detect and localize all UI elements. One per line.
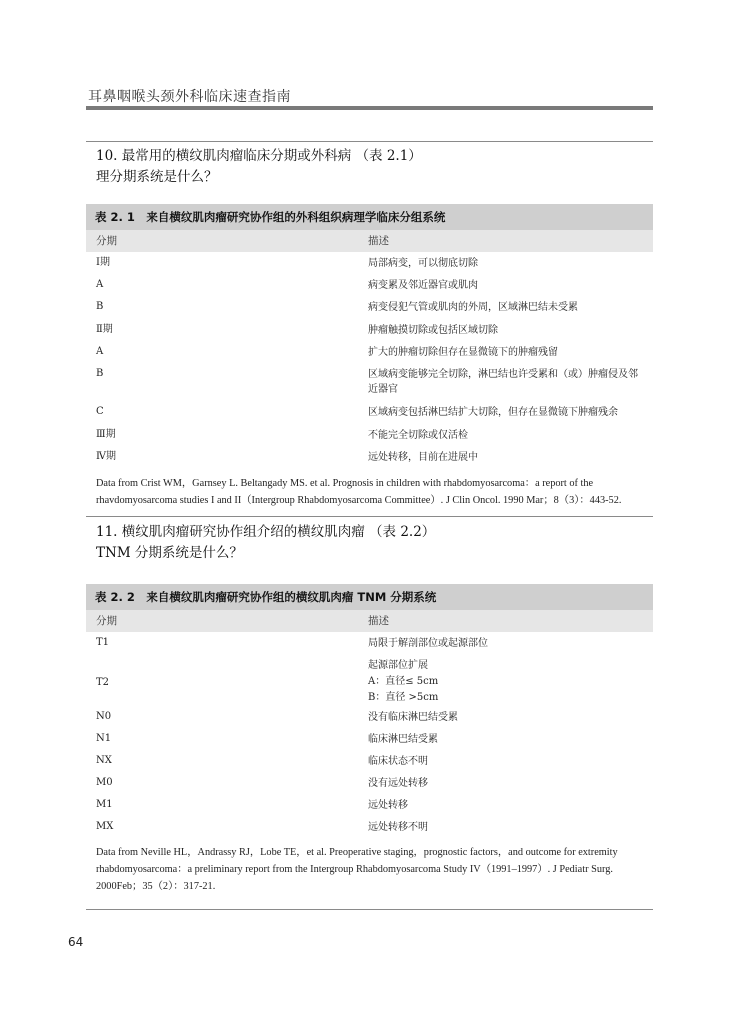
stage-cell: Ⅳ期 bbox=[96, 451, 116, 462]
table-2-1-column-header bbox=[86, 230, 653, 252]
question-11 bbox=[96, 522, 435, 564]
description-cell: 没有临床淋巴结受累 bbox=[368, 712, 458, 723]
stage-cell: N1 bbox=[96, 733, 112, 744]
table-2-2-column-header bbox=[86, 610, 653, 632]
stage-cell: Ⅱ期 bbox=[96, 324, 113, 335]
question-10-line-2: 理分期系统是什么？ bbox=[96, 169, 218, 185]
stage-cell: Ⅰ期 bbox=[96, 257, 110, 268]
stage-cell: M0 bbox=[96, 777, 113, 788]
description-cell: 局部病变，可以彻底切除 bbox=[368, 258, 478, 269]
table-row bbox=[86, 636, 653, 658]
table-row bbox=[86, 256, 653, 278]
stage-cell: B bbox=[96, 301, 104, 312]
table-row bbox=[86, 754, 653, 776]
stage-cell: NX bbox=[96, 755, 112, 766]
table-row bbox=[86, 710, 653, 732]
stage-cell: MX bbox=[96, 821, 114, 832]
stage-cell: A bbox=[96, 346, 104, 357]
stage-cell: T2 bbox=[96, 677, 110, 688]
table-2-1 bbox=[86, 204, 653, 509]
description-cell bbox=[368, 658, 648, 706]
description-cell: 病变侵犯气管或肌肉的外周，区域淋巴结未受累 bbox=[368, 302, 578, 313]
table-2-2-source-note: Data from Neville HL，Andrassy RJ，Lobe TE，et al. Preoperative staging，prognostic factors，and outcome for extremity rhabdomyosarcoma：a preliminary report from the Intergroup Rhabdomyosarcoma Study IV（1991–1997）. J Pediatr Surg. 2000Feb；35（2）：317-21. bbox=[96, 847, 618, 892]
description-cell: 扩大的肿瘤切除但存在显微镜下的肿瘤残留 bbox=[368, 347, 558, 358]
table-row bbox=[86, 776, 653, 798]
table-row bbox=[86, 798, 653, 820]
description-cell: 没有远处转移 bbox=[368, 778, 428, 789]
section-divider bbox=[86, 909, 653, 910]
table-row bbox=[86, 323, 653, 345]
description-cell: 病变累及邻近器官或肌肉 bbox=[368, 280, 478, 291]
question-11-line-1: 11. 横纹肌肉瘤研究协作组介绍的横纹肌肉瘤 （表 2.2） bbox=[96, 524, 436, 540]
section-divider bbox=[86, 516, 653, 517]
table-2-1-caption: 表 2. 1 来自横纹肌肉瘤研究协作组的外科组织病理学临床分组系统 bbox=[86, 204, 653, 230]
table-row bbox=[86, 450, 653, 469]
table-2-2 bbox=[86, 584, 653, 895]
running-header-title: 耳鼻咽喉头颈外科临床速查指南 bbox=[88, 89, 291, 105]
description-cell: 肿瘤触摸切除或包括区域切除 bbox=[368, 325, 498, 336]
stage-cell: Ⅲ期 bbox=[96, 429, 116, 440]
table-row bbox=[86, 345, 653, 367]
table-row bbox=[86, 278, 653, 300]
description-line: 起源部位扩展 bbox=[368, 660, 428, 671]
column-header-description: 描述 bbox=[368, 615, 389, 627]
question-10-line-1: 10. 最常用的横纹肌肉瘤临床分期或外科病 （表 2.1） bbox=[96, 148, 422, 164]
stage-cell: B bbox=[96, 368, 104, 379]
table-row bbox=[86, 732, 653, 754]
table-row bbox=[86, 405, 653, 428]
column-header-stage: 分期 bbox=[96, 235, 117, 247]
description-cell: 区域病变能够完全切除，淋巴结也许受累和（或）肿瘤侵及邻近器官 bbox=[368, 369, 638, 395]
table-row bbox=[86, 300, 653, 323]
description-cell: 远处转移不明 bbox=[368, 822, 428, 833]
description-line: B：直径 >5cm bbox=[368, 692, 439, 703]
description-cell: 区域病变包括淋巴结扩大切除，但存在显微镜下肿瘤残余 bbox=[368, 407, 618, 418]
column-header-stage: 分期 bbox=[96, 615, 117, 627]
description-cell: 临床淋巴结受累 bbox=[368, 734, 438, 745]
section-divider bbox=[86, 141, 653, 142]
stage-cell: M1 bbox=[96, 799, 113, 810]
stage-cell: T1 bbox=[96, 637, 110, 648]
table-row bbox=[86, 428, 653, 450]
column-header-description: 描述 bbox=[368, 235, 389, 247]
table-2-1-source-note: Data from Crist WM，Garnsey L. Beltangady MS. et al. Prognosis in children with rhabdomyosarcoma：a report of the rhavdomyosarcoma studies I and II（Intergroup Rhabdomyosarcoma Committee）. J Clin Oncol. 1990 Mar；8（3）：443-52. bbox=[96, 478, 622, 506]
table-row bbox=[86, 367, 653, 405]
question-11-line-2: TNM 分期系统是什么？ bbox=[96, 545, 243, 561]
description-cell: 不能完全切除或仅活检 bbox=[368, 430, 468, 441]
description-cell: 临床状态不明 bbox=[368, 756, 428, 767]
description-cell: 远处转移，目前在进展中 bbox=[368, 452, 478, 463]
page-number: 64 bbox=[68, 935, 84, 949]
description-cell: 局限于解剖部位或起源部位 bbox=[368, 638, 488, 649]
table-row bbox=[86, 820, 653, 838]
stage-cell: N0 bbox=[96, 711, 112, 722]
header-rule bbox=[86, 106, 653, 110]
description-cell: 远处转移 bbox=[368, 800, 408, 811]
table-2-2-caption: 表 2. 2 来自横纹肌肉瘤研究协作组的横纹肌肉瘤 TNM 分期系统 bbox=[86, 584, 653, 610]
stage-cell: A bbox=[96, 279, 104, 290]
description-line: A：直径≤ 5cm bbox=[368, 676, 439, 687]
table-row bbox=[86, 658, 653, 710]
stage-cell: C bbox=[96, 406, 104, 417]
question-10 bbox=[96, 146, 422, 188]
